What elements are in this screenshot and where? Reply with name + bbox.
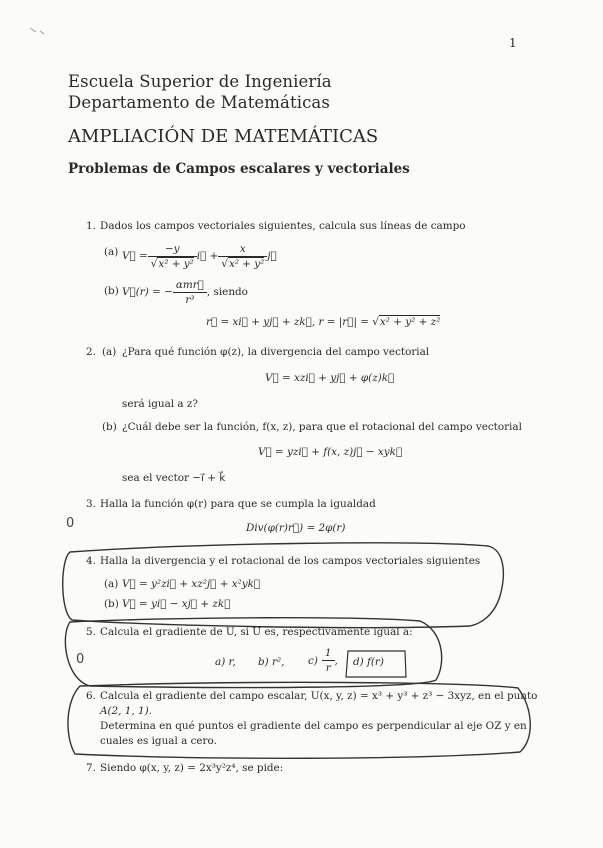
problem-5-option-c: c) $\frac{1}{r}$ ,: [308, 647, 338, 674]
problem-7-number: 7.: [86, 762, 96, 774]
fraction-denominator: √x² + y²: [148, 256, 197, 270]
problem-6-line-3: Determina en qué puntos el gradiente del campo es perpendicular al eje OZ y en: [100, 720, 527, 732]
document-subtitle: Problemas de Campos escalares y vectoriales: [68, 161, 410, 177]
problem-1a-middle: i⃗ +: [196, 250, 219, 262]
problem-3-formula: Div(φ(r)r⃗) = 2φ(r): [246, 522, 346, 534]
problem-1b-formula: [122, 276, 248, 308]
problem-6-line-4: cuales es igual a cero.: [100, 735, 217, 747]
problem-2b-statement: ¿Cuál debe ser la función, f(x, z), para que el rotacional del campo vectorial: [122, 421, 522, 433]
sqrt-radicand: x² + y² + z²: [379, 316, 441, 328]
problem-2a-closing: será igual a z?: [122, 398, 198, 410]
problem-2a-label: (a): [102, 346, 117, 358]
problem-2a-formula: V⃗ = xzi⃗ + yj⃗ + φ(z)k⃗: [265, 372, 395, 384]
problem-1-statement: Dados los campos vectoriales siguientes, calcula sus líneas de campo: [100, 220, 466, 232]
fraction-numerator: x: [239, 242, 246, 255]
problem-1b-definition: r⃗ = xi⃗ + yj⃗ + zk⃗, r = |r⃗| = √x² + y² + z²: [206, 316, 441, 328]
problem-4b-label: (b): [104, 598, 119, 610]
fraction-numerator: αmr⃗: [175, 278, 204, 291]
sqrt-radicand: x² + y²: [158, 257, 194, 270]
problem-3-statement: Halla la función φ(r) para que se cumpla la igualdad: [100, 498, 376, 510]
option-c-label: c): [308, 654, 318, 667]
problem-5-statement: Calcula el gradiente de U, si U es, respectivamente igual a:: [100, 626, 413, 638]
problem-1b-fraction: [173, 279, 207, 306]
school-name: Escuela Superior de Ingeniería: [68, 72, 332, 91]
problem-2b-closing: sea el vector −i⃗ + k⃗: [122, 472, 226, 484]
problem-1b-lhs: V⃗(r) = −: [122, 286, 173, 298]
problem-2b-label: (b): [102, 421, 117, 433]
problem-5-option-b: b) r²,: [258, 656, 285, 668]
fraction-denominator: √x² + y²: [218, 256, 267, 270]
problem-6-line-1: Calcula el gradiente del campo escalar, U(x, y, z) = x³ + y³ + z³ − 3xyz, en el punto: [100, 690, 538, 702]
problem-5-margin-mark: 0: [76, 652, 85, 667]
option-c-fraction: [322, 647, 335, 674]
fraction-denominator: r: [322, 660, 335, 674]
problem-1b-label: (b): [104, 285, 119, 297]
course-title: AMPLIACIÓN DE MATEMÁTICAS: [68, 126, 379, 147]
problem-1a-fraction-2: [218, 243, 267, 270]
problem-2a-statement: ¿Para qué función φ(z), la divergencia del campo vectorial: [122, 346, 430, 358]
problem-1a-label: (a): [104, 246, 119, 258]
problem-2b-formula: V⃗ = yzi⃗ + f(x, z)j⃗ − xyk⃗: [258, 446, 403, 458]
problem-1-number: 1.: [86, 220, 96, 232]
problem-4-statement: Halla la divergencia y el rotacional de los campos vectoriales siguientes: [100, 555, 481, 567]
problem-2-number: 2.: [86, 346, 96, 358]
problem-6-line-2: A(2, 1, 1).: [100, 705, 152, 717]
problem-7-statement: Siendo φ(x, y, z) = 2x³y²z⁴, se pide:: [100, 762, 284, 774]
page-number: 1: [509, 36, 517, 50]
problem-5-number: 5.: [86, 626, 96, 638]
problem-4a-label: (a): [104, 578, 119, 590]
problem-4-number: 4.: [86, 555, 96, 567]
problem-3-margin-mark: 0: [66, 516, 75, 531]
stray-mark: [30, 28, 44, 34]
fraction-numerator: −y: [164, 242, 180, 255]
problem-1a-lhs: V⃗ =: [122, 250, 148, 262]
department-name: Departamento de Matemáticas: [68, 93, 330, 112]
problem-4a-formula: V⃗ = y²zi⃗ + xz²j⃗ + x²yk⃗: [122, 578, 261, 590]
problem-6-number: 6.: [86, 690, 96, 702]
problem-1a-fraction-1: [148, 243, 197, 270]
problem-4b-formula: V⃗ = yi⃗ − xj⃗ + zk⃗: [122, 598, 231, 610]
problem-1b-tail: , siendo: [206, 286, 248, 298]
fraction-denominator: r³: [173, 292, 207, 306]
fraction-numerator: 1: [324, 647, 332, 659]
problem-5-option-d: d) f(r): [353, 656, 384, 668]
problem-1a-tail: j⃗: [267, 250, 277, 262]
sqrt-radicand: x² + y²: [228, 257, 265, 270]
problem-1a-formula: [122, 236, 277, 276]
problem-5-option-a: a) r,: [215, 656, 236, 668]
problem-3-number: 3.: [86, 498, 96, 510]
position-vector-definition: r⃗ = xi⃗ + yj⃗ + zk⃗, r = |r⃗| =: [206, 316, 373, 328]
